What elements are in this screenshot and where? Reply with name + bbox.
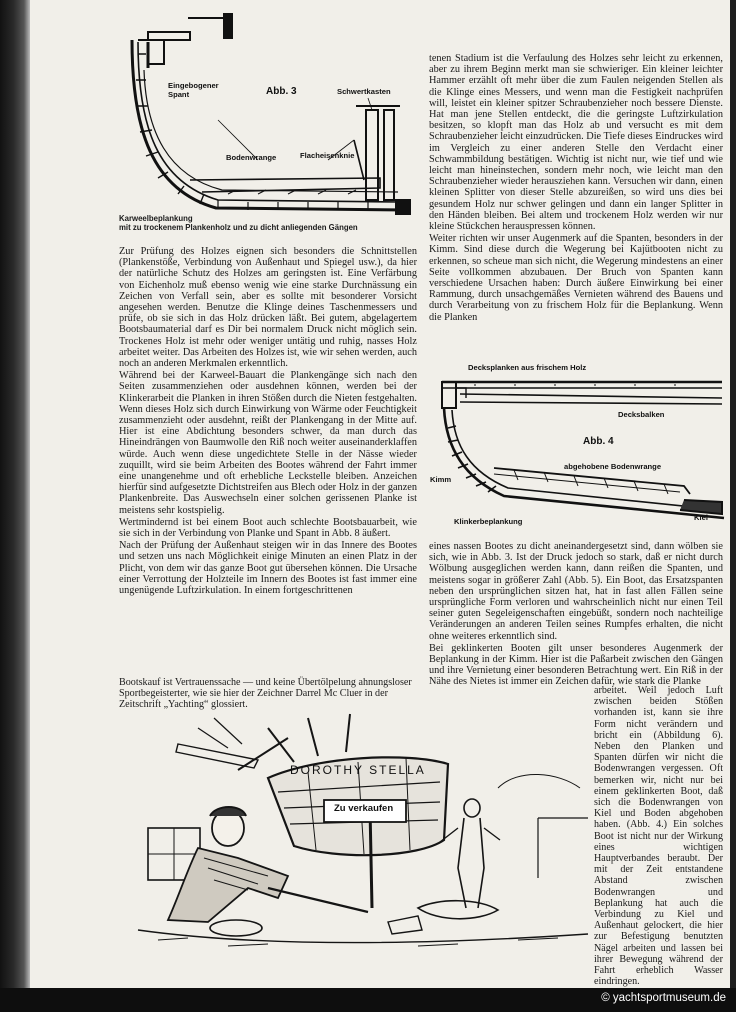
article-column-right-bottom	[594, 685, 723, 987]
paragraph: eines nassen Bootes zu dicht aneinandergesetzt sind, dann wölben sie sich, wie in Abb. 3. Ist der Druck jedoch so stark, daß er nicht durch Wölbung ausgeglichen werden kann, dann reißen die Spanten, und meistens sogar in größerer Zahl (Abb. 5). Ein Boot, das Ersatzspanten neben den ursprünglichen sitzen hat, hat in fast allen Fällen seine ursprüngliche Form verloren und wahrscheinlich nicht nur einen Teil seiner guten Segeleigenschaften eingebüßt, sondern noch nachteilige Veränderungen an anderen Teilen seines Rumpfes erhalten, die nicht ohne weiteres erkenntlich sind.	[429, 541, 723, 642]
label-bodenwrange: Bodenwrange	[226, 153, 277, 162]
figure-3-hull-diagram	[118, 10, 418, 220]
book-gutter-shadow	[0, 0, 30, 988]
figure-4-label: Abb. 4	[583, 436, 614, 447]
label-kimm: Kimm	[430, 475, 452, 484]
label-flacheisenknie: Flacheisenknie	[300, 151, 355, 160]
label-decksplanken: Decksplanken aus frischem Holz	[468, 363, 587, 372]
paragraph: Weiter richten wir unser Augenmerk auf die Spanten, besonders in der Kimm. Sind diese durch die Wegerung bei Kajütbooten nicht zu erkennen, so scheue man sich nicht, die Wegerung mindestens an einer Seite vollkommen abzubauen. Der Bruch von Spanten kann verschiedene Ursachen haben: Durch äußere Einwirkung bei einer Rammung, durch unsachgemäßes Vernieten während des Bauens und durch Verarbeitung von zu frischem Holz für die Beplankung. Wenn die Planken	[429, 233, 723, 323]
label-spant: Spant	[168, 90, 190, 99]
cartoon-caption: Bootskauf ist Vertrauenssache — und keine Übertölpelung ahnungsloser Sportbegeisterter, wie sie hier der Zeichner Darrel Mc Cluer in der Zeitschrift „Yachting“ glossiert.	[119, 677, 412, 711]
copyright-credit: © yachtsportmuseum.de	[601, 992, 726, 1004]
paragraph: Nach der Prüfung der Außenhaut steigen wir in das Innere des Bootes und setzen uns nach Möglichkeit einige Minuten an einen Platz in der Plicht, von dem wir das ganze Boot gut übersehen können. Die Ursache einer Verrottung der Holzteile im Innern des Bootes ist fast immer eine ungenügende Luftzirkulation. In einem fortgeschrittenen	[119, 540, 417, 597]
paragraph: Während bei der Karweel-Bauart die Plankengänge sich nach den Seiten zusammenziehen oder ausdehnen können, werden bei der Klinkerarbeit die Planken in ihren Stößen durch die Nieten festgehalten. Wenn dieses Holz sich durch Einwirkung von Wärme oder Feuchtigkeit zusammenzieht oder ausdehnt, reißt der Plankengang in der Mitte auf. Hier ist eine Abdichtung besonders schwer, da man durch das Hineindrängen von Baumwolle den Riß noch weiter auseinanderklaffen würde. Auch wenn diese ungedichtete Stelle in der Nässe wieder zuquillt, wird sie beim Arbeiten des Bootes während der Fahrt immer eine unangenehme und oft erhebliche Leckstelle bleiben. Anzeichen hierfür sind aufgesetzte Dichtstreifen aus Blech oder Holz in der ganzen Plankenbreite. Das Auswechseln einer solchen gerissenen Planke ist meistens sehr kostspielig.	[119, 370, 417, 516]
figure-3-label: Abb. 3	[266, 86, 297, 97]
article-column-left	[119, 246, 417, 596]
figure-3-caption	[119, 214, 358, 232]
cartoon-sale-sign: Zu verkaufen	[334, 803, 394, 814]
label-decksbalken: Decksbalken	[618, 410, 665, 419]
label-kiel: Kiel	[694, 513, 708, 522]
cartoon-boat-name: DOROTHY STELLA	[290, 763, 426, 777]
article-column-right-top	[429, 53, 723, 323]
paragraph: arbeitet. Weil jedoch Luft zwischen beiden Stößen vorhanden ist, kann sie ihre Form nicht verändern und bricht ein (Abbildung 6). Neben den Planken und Spanten dürfen wir nicht die Bodenwrangen vergessen. Oft bemerken wir, nicht nur bei einem geklinkerten Boot, daß sich die Bodenwrangen von Kiel und Boden abgehoben haben. (Abb. 4.) Ein solches Boot ist nicht nur der Wirkung eines wichtigen Hauptverbandes beraubt. Der mit der Zeit entstandene Abstand zwischen Bodenwrangen und Beplankung hat auch die Verbindung zu Kiel und Außenhaut gelockert, die hier zur Befestigung benutzten Nägel arbeiten und lassen bei ihrer Bewegung während der Fahrt erheblich Wasser eindringen.	[594, 685, 723, 988]
label-schwertkasten: Schwertkasten	[337, 87, 391, 96]
cartoon-illustration	[118, 708, 594, 956]
label-abgehobene-bodenwrange: abgehobene Bodenwrange	[564, 462, 662, 471]
article-column-right-mid	[429, 541, 723, 688]
figure-3-caption-line-1: Karweelbeplankung	[119, 214, 193, 223]
paragraph: tenen Stadium ist die Verfaulung des Holzes sehr leicht zu erkennen, aber zu ihrem Beginn merkt man sie schwieriger. Ein kleiner leichter Hammer erzählt oft mehr über die zum Faulen neigenden Stellen als die Klinge eines Messers, und wenn man die Festigkeit nachprüfen will, leistet ein kleiner spitzer Schraubenzieher noch bessere Dienste. Hat man jene Stellen entdeckt, die die geringste Luftzirkulation besitzen, so klopft man das Holz ab und versucht es mit dem Schraubenzieher leicht einzudrücken. Die Tiefe dieses Eindruckes wird im Vergleich zu einer anderen Stelle den Verdacht einer Schwammbildung bestätigen. Wichtig ist nicht nur, wie tief und wie leicht man hineinstechen, sondern mehr noch, wie leicht man den Schraubenzieher wieder herausziehen kann. Versuchen wir dann, einen kleinen Splitter von dieser Stelle abzureißen, so wird uns dies bei gesundem Holz nur schwer gelingen und dann ein langer Splitter in den Händen bleiben. Bei altem und trockenem Holz werden wir nur kleine Stückchen herauspressen können.	[429, 53, 723, 233]
paragraph: Zur Prüfung des Holzes eignen sich besonders die Schnittstellen (Plankenstöße, Verbindung von Außenhaut und Spiegel usw.), da hier der natürliche Schutz des Holzes am geringsten ist. Eine Verfärbung von Eichenholz muß ebenso wenig wie eine starke Durchnässung ein Zeichen von Verfall sein, aber es sollte mit besonderer Vorsicht angesehen werden. Benutze die Klinge deines Taschenmessers und prüfe, ob sie sich in das Holz drücken läßt. Bei gutem, abgelagertem Bootsbaumaterial darf es Dir bei normalem Druck nicht möglich sein. Trockenes Holz ist mehr oder weniger untätig und ruhig, nasses Holz arbeitet weiter. Das Arbeiten des Holzes ist, wie wir sehen werden, auch noch an anderen Merkmalen erkenntlich.	[119, 246, 417, 370]
label-klinkerbeplankung: Klinkerbeplankung	[454, 517, 523, 526]
paragraph: Bei geklinkerten Booten gilt unser besonderes Augenmerk der Beplankung in der Kimm. Hier ist die Paßarbeit zwischen den Gängen und ihre Vernietung einer besonderen Betrachtung wert. Ein Riß in der Nähe des Nietes ist immer ein Zeichen dafür, wie stark die Planke	[429, 642, 723, 688]
figure-4-hull-diagram	[434, 368, 724, 528]
label-eingebogener: Eingebogener	[168, 81, 219, 90]
figure-3-caption-line-2: mit zu trockenem Plankenholz und zu dicht anliegenden Gängen	[119, 223, 358, 232]
paragraph: Wertmindernd ist bei einem Boot auch schlechte Bootsbauarbeit, wie sie sich in der Verbindung von Planke und Spant in Abb. 8 äußert.	[119, 516, 417, 540]
